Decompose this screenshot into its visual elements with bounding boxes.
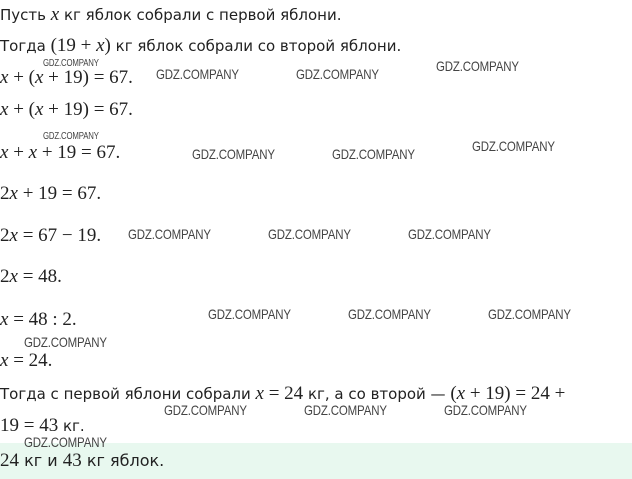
math-var: x xyxy=(9,183,18,204)
text-segment: кг. xyxy=(58,417,85,435)
math-var: x xyxy=(34,99,44,120)
watermark-text: GDZ.COMPANY xyxy=(488,306,571,322)
math-expr: + 19) = 67. xyxy=(43,67,133,88)
watermark-text: GDZ.COMPANY xyxy=(156,66,239,82)
math-expr: + 19) = 24 + xyxy=(465,383,566,404)
watermark-text: GDZ.COMPANY xyxy=(24,334,107,350)
math-var: x xyxy=(9,225,18,246)
math-expr: + 19) = 67. xyxy=(43,99,133,120)
math-var: x xyxy=(255,383,264,404)
watermark-text: GDZ.COMPANY xyxy=(43,58,99,69)
math-var: x xyxy=(96,35,105,56)
solution-line-3 xyxy=(0,68,133,88)
solution-line-7 xyxy=(0,226,101,246)
text-segment: кг яблок. xyxy=(81,451,165,470)
math-expr: + xyxy=(8,142,29,163)
math-expr: 2 xyxy=(0,183,10,204)
math-expr: = 48 : 2. xyxy=(8,309,77,330)
math-var: x xyxy=(50,4,60,25)
math-var: x xyxy=(0,67,9,88)
math-expr: ( xyxy=(450,383,457,404)
solution-line-11 xyxy=(0,384,565,404)
text-segment: кг яблок собрали со второй яблони. xyxy=(110,37,402,55)
text-segment: Тогда xyxy=(0,37,51,55)
text-segment: кг яблок собрали с первой яблони. xyxy=(59,6,342,24)
text-segment: кг и xyxy=(19,451,63,470)
watermark-text: GDZ.COMPANY xyxy=(268,226,351,242)
watermark-text: GDZ.COMPANY xyxy=(208,306,291,322)
solution-line-4 xyxy=(0,100,133,120)
math-expr: 43 xyxy=(62,450,82,471)
watermark-text: GDZ.COMPANY xyxy=(24,434,107,450)
math-expr: = 24. xyxy=(8,350,53,371)
solution-line-5 xyxy=(0,143,120,163)
watermark-text: GDZ.COMPANY xyxy=(296,66,379,82)
text-segment: кг, а со второй — xyxy=(303,385,451,403)
math-expr: = 48. xyxy=(17,266,62,287)
solution-line-1 xyxy=(0,5,342,25)
math-var: x xyxy=(34,67,44,88)
math-var: x xyxy=(456,383,466,404)
math-expr: 19 = 43 xyxy=(0,415,59,436)
watermark-text: GDZ.COMPANY xyxy=(304,402,387,418)
math-expr: 2 xyxy=(0,225,10,246)
watermark-text: GDZ.COMPANY xyxy=(408,226,491,242)
math-expr: = 24 xyxy=(263,383,304,404)
solution-line-6 xyxy=(0,184,101,204)
math-expr: + 19 = 67. xyxy=(17,183,102,204)
solution-line-12 xyxy=(0,416,85,436)
math-var: x xyxy=(0,350,9,371)
math-expr: (19 + xyxy=(50,35,97,56)
math-expr: + ( xyxy=(8,67,35,88)
solution-line-9 xyxy=(0,310,77,330)
math-var: x xyxy=(0,99,9,120)
watermark-text: GDZ.COMPANY xyxy=(164,402,247,418)
watermark-text: GDZ.COMPANY xyxy=(444,402,527,418)
math-var: x xyxy=(0,142,9,163)
watermark-text: GDZ.COMPANY xyxy=(436,58,519,74)
solution-line-8 xyxy=(0,267,62,287)
math-expr: + ( xyxy=(8,99,35,120)
watermark-text: GDZ.COMPANY xyxy=(128,226,211,242)
math-var: x xyxy=(9,266,18,287)
watermark-text: GDZ.COMPANY xyxy=(192,146,275,162)
text-segment: Пусть xyxy=(0,6,51,24)
math-expr: 24 xyxy=(0,450,19,471)
solution-line-10 xyxy=(0,351,52,371)
math-expr: = 67 − 19. xyxy=(17,225,102,246)
watermark-text: GDZ.COMPANY xyxy=(348,306,431,322)
solution-line-2 xyxy=(0,36,401,56)
math-var: x xyxy=(0,309,9,330)
text-segment: Тогда с первой яблони собрали xyxy=(0,385,256,403)
math-var: x xyxy=(28,142,38,163)
math-expr: + 19 = 67. xyxy=(37,142,121,163)
watermark-text: GDZ.COMPANY xyxy=(472,138,555,154)
watermark-text: GDZ.COMPANY xyxy=(43,131,99,142)
answer-text xyxy=(0,450,164,472)
watermark-text: GDZ.COMPANY xyxy=(332,146,415,162)
math-expr: ) xyxy=(104,35,111,56)
math-expr: 2 xyxy=(0,266,10,287)
